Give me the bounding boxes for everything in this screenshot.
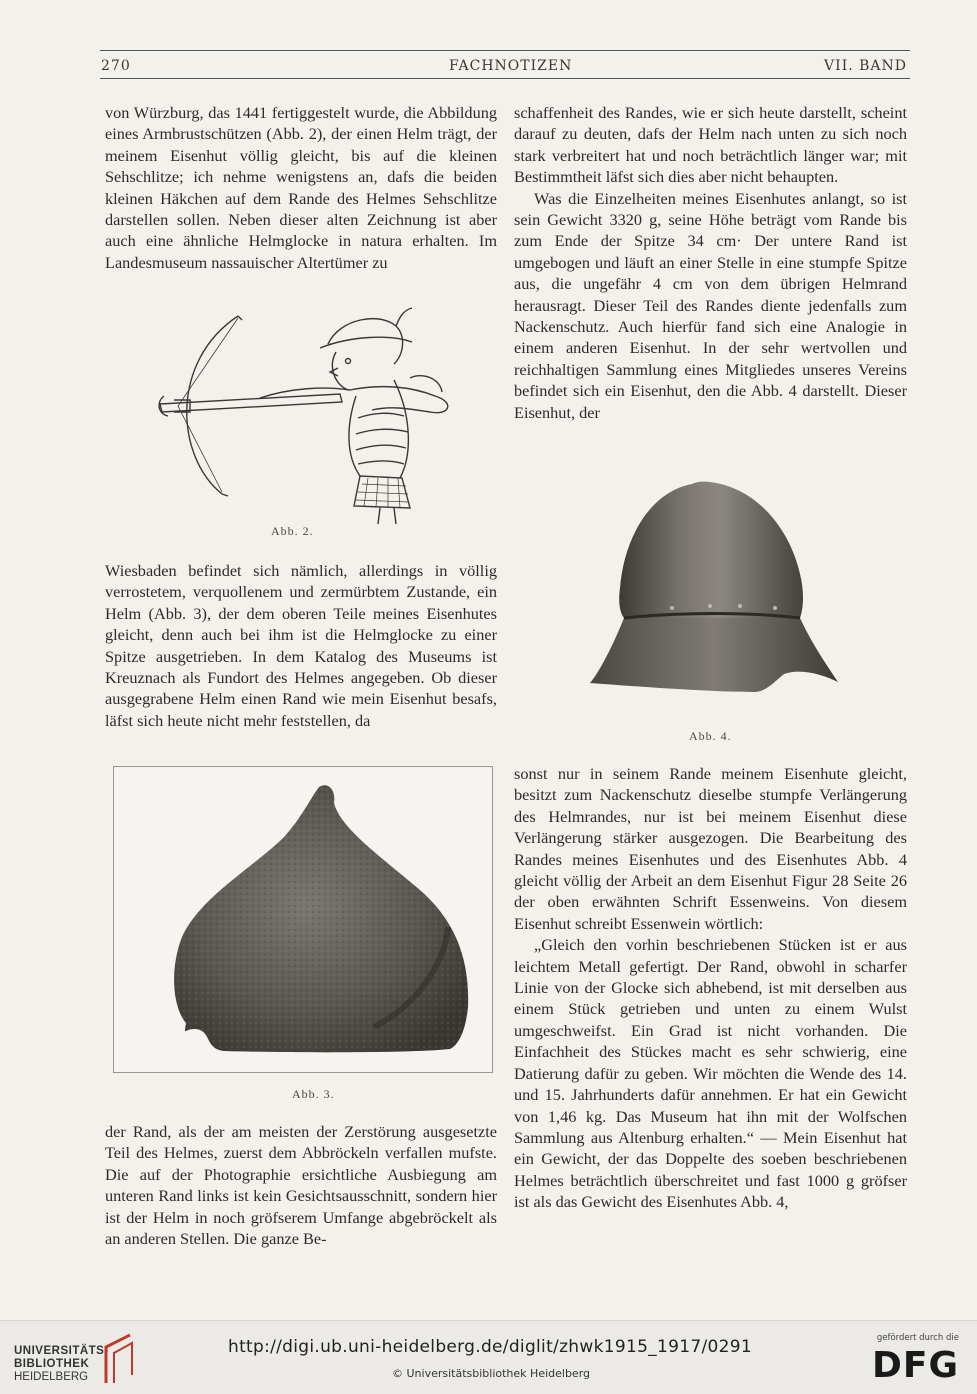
corroded-helmet-photo	[113, 766, 493, 1073]
permalink-url[interactable]: http://digi.ub.uni-heidelberg.de/diglit/zhwk1915_1917/0291	[228, 1337, 752, 1357]
dfg-logo: DFG	[871, 1345, 959, 1386]
library-name-line2: BIBLIOTHEK	[14, 1358, 90, 1370]
archer-drawing-figure	[150, 306, 470, 526]
left-column-bottom	[105, 1121, 497, 1249]
left-column-top	[105, 102, 497, 273]
running-title: FACHNOTIZEN	[449, 58, 573, 74]
library-name-line3: HEIDELBERG	[14, 1371, 89, 1383]
university-library-logo	[14, 1345, 109, 1384]
figure-caption-abb4: Abb. 4.	[689, 729, 732, 743]
digitization-footer	[0, 1320, 977, 1394]
paragraph: sonst nur in seinem Rande meinem Eisenhute gleicht, besitzt zum Nackenschutz dieselbe stumpfe Verlängerung des Helmrandes, nur ist bei meinem Eisenhut diese Verlängerung stärker ausgezogen. Die Bearbeitung des Randes meines Eisenhutes und des Eisenhutes Abb. 4 gleicht völlig der Arbeit an dem Eisenhut Figur 28 Seite 26 der oben erwähnten Schrift Essenweins. Von diesem Eisenhut schreibt Essenwein wörtlich:	[514, 764, 907, 933]
paragraph: Wiesbaden befindet sich nämlich, allerdings in völlig verrostetem, verquollenem und zermürbtem Zustande, ein Helm (Abb. 3), der dem oberen Teile meines Eisenhutes gleicht, denn auch bei ihm ist die Helmglocke zu einer Spitze ausgetrieben. In dem Katalog des Museums ist Kreuznach als Fundort des Helmes angegeben. Ob dieser ausgegrabene Helm einen Rand wie mein Eisenhut besafs, läfst sich heute nicht mehr feststellen, da	[105, 561, 497, 730]
library-logo-icon	[102, 1333, 136, 1385]
page-number: 270	[101, 58, 131, 74]
paragraph: von Würzburg, das 1441 fertiggestelt wurde, die Abbildung eines Armbrustschützen (Abb. 2), der einen Helm trägt, der meinem Eisenhut völlig gleicht, bis auf die kleinen Sehschlitze; ich nehme wenigstens an, dafs die beiden kleinen Häkchen auf dem Rande des Helmes Sehschlitze darstellen sollen. Neben dieser alten Zeichnung ist aber auch eine ähnliche Helmglocke in natura erhalten. Im Landesmuseum nassauischer Altertümer zu	[105, 103, 497, 272]
copyright-notice: © Universitätsbibliothek Heidelberg	[392, 1367, 591, 1380]
figure-caption-abb2: Abb. 2.	[271, 524, 314, 538]
paragraph: schaffenheit des Randes, wie er sich heute darstellt, scheint darauf zu deuten, dafs der Helm nach unten zu sich noch stark verbreitert hat und noch beträchtlich länger war; mit Bestimmtheit läfst sich dies aber nicht behaupten.	[514, 103, 907, 187]
right-column-bottom	[514, 763, 907, 1213]
paragraph: „Gleich den vorhin beschriebenen Stücken ist er aus leichtem Metall gefertigt. Der Rand, obwohl in scharfer Linie von der Glocke sich abhebend, ist mit derselben aus einem Stück getrieben und unten zu einem Wulst umgeschweifst. Ein Grad ist nicht vorhanden. Die Einfachheit des Stückes macht es sehr schwierig, eine Datierung dafür zu geben. Wir möchten die Wende des 14. und 15. Jahrhunderts dafür annehmen. Er hat ein Gewicht von 1,46 kg. Das Museum hat ihn mit der Wolfschen Sammlung aus Altenburg erhalten.“ — Mein Eisenhut hat ein Gewicht, der das Doppelte des soeben beschriebenen Helmes beträchtlich überschreitet und fast 1000 g gröfser ist als das Gewicht des Eisenhutes Abb. 4,	[514, 935, 907, 1212]
sallet-helmet-photo	[590, 478, 840, 718]
library-name-line1: UNIVERSITÄTS-	[14, 1345, 109, 1357]
paragraph: Was die Einzelheiten meines Eisenhutes anlangt, so ist sein Gewicht 3320 g, seine Höhe beträgt vom Rande bis zum Ende der Spitze 34 cm· Der untere Rand ist umgebogen und läuft an einer Stelle in eine stumpfe Spitze aus, die ungefähr 4 cm von dem übrigen Helmrand herausragt. Dieser Teil des Randes diente jedenfalls zum Nackenschutz. Auch hierfür fand sich eine Analogie in einem anderen Eisenhut. In der sehr wertvollen und reichhaltigen Sammlung eines Mitgliedes unseres Vereins befindet sich ein Eisenhut, den die Abb. 4 darstellt. Dieser Eisenhut, der	[514, 188, 907, 422]
header-rule-top	[100, 50, 910, 51]
volume-label: VII. BAND	[824, 58, 907, 74]
left-column-middle	[105, 560, 497, 731]
header-rule-bottom	[100, 78, 910, 79]
corroded-helmet-image	[114, 767, 492, 1072]
paragraph: der Rand, als der am meisten der Zerstörung ausgesetzte Teil des Helmes, zuerst dem Abbröckeln verfallen mufste. Die auf der Photographie ersichtliche Ausbiegung am unteren Rand links ist kein Gesichtsausschnitt, sondern hier ist der Helm in noch gröfserem Umfange abgebröckelt als an anderen Stellen. Die ganze Be-	[105, 1122, 497, 1249]
right-column-top	[514, 102, 907, 423]
funding-label: gefördert durch die	[876, 1333, 959, 1343]
figure-caption-abb3: Abb. 3.	[292, 1087, 335, 1101]
